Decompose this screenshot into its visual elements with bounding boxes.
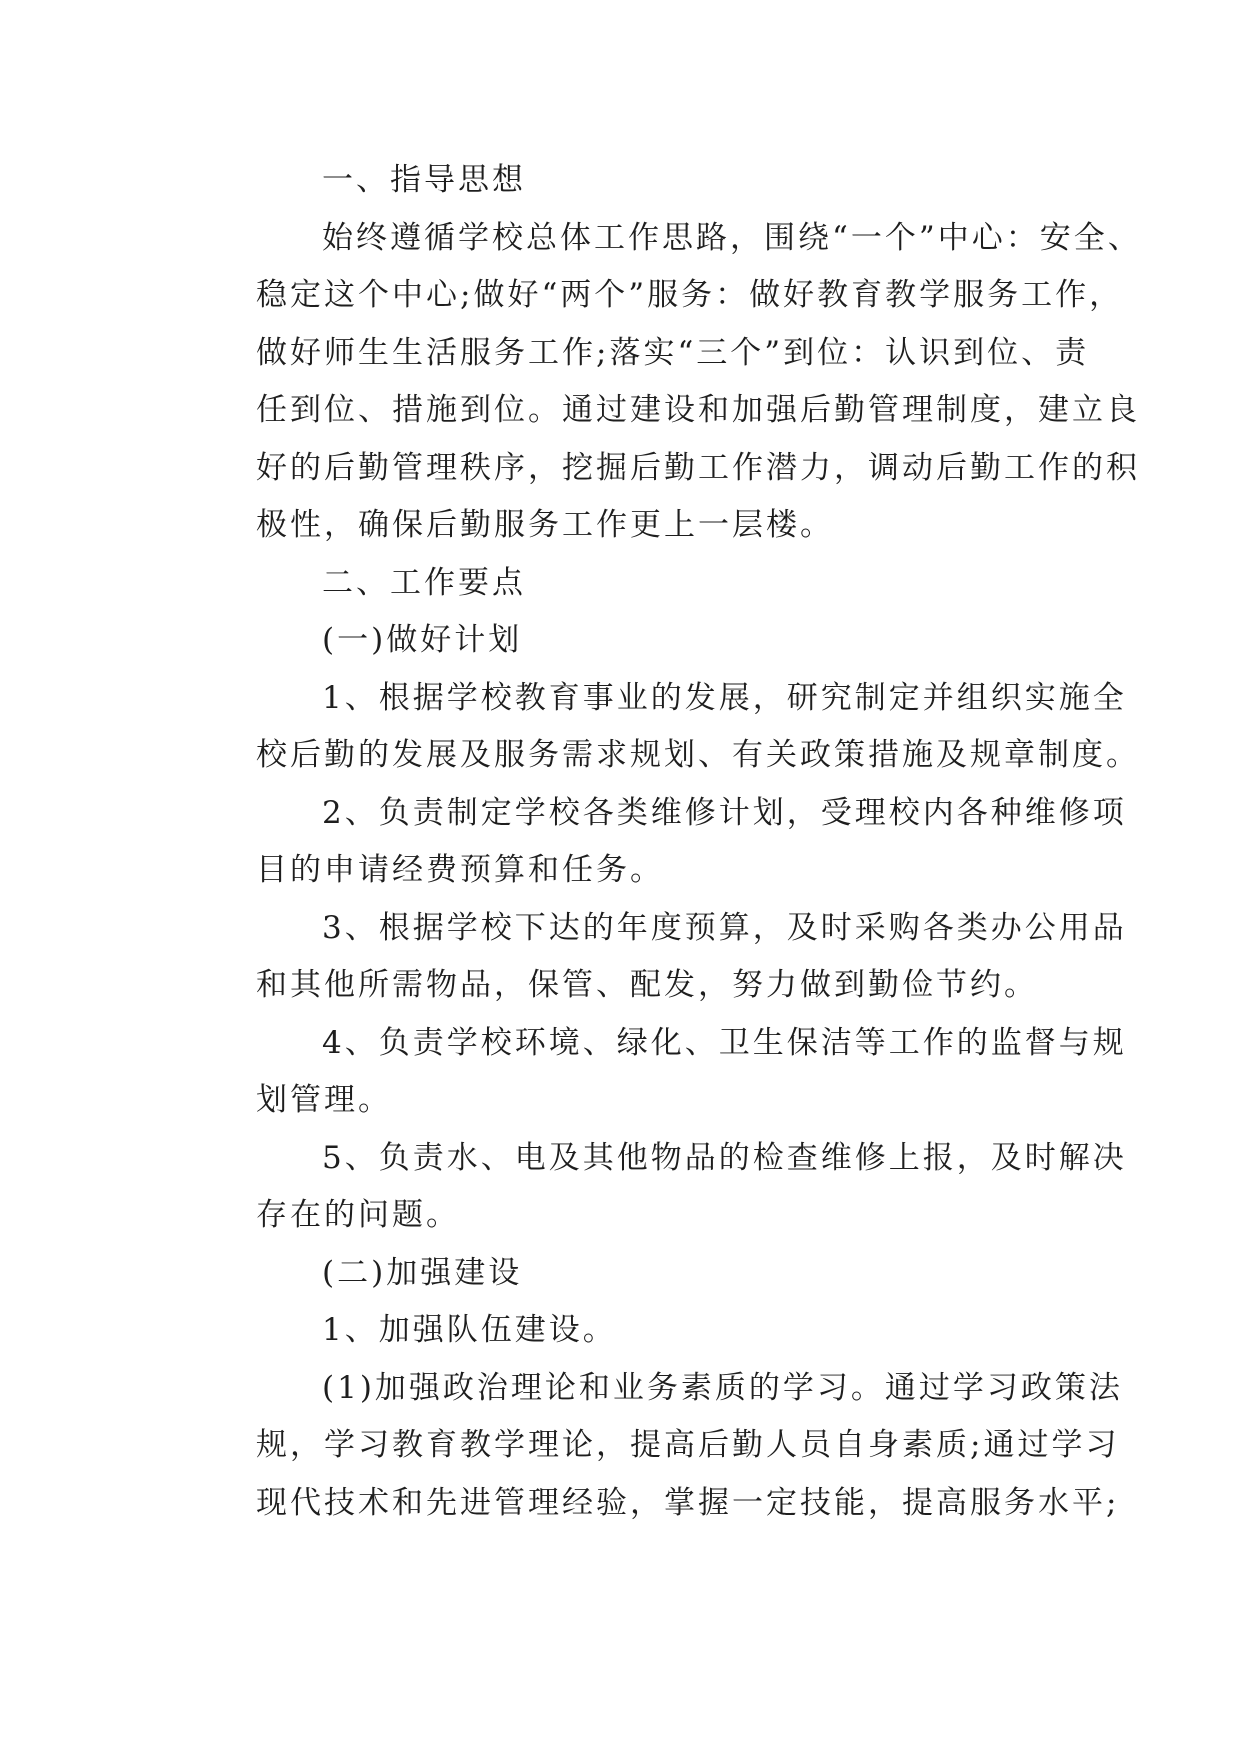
text-line: 划管理。 bbox=[256, 1082, 392, 1118]
text-line: 好的后勤管理秩序，挖掘后勤工作潜力，调动后勤工作的积 bbox=[256, 449, 1140, 486]
text-line: 校后勤的发展及服务需求规划、有关政策措施及规章制度。 bbox=[256, 737, 1140, 773]
paragraph-item-1 bbox=[190, 670, 1140, 785]
paragraph-item-3 bbox=[190, 900, 1127, 1015]
text-line: 二、工作要点 bbox=[322, 564, 526, 601]
text-line: 1、加强队伍建设。 bbox=[322, 1312, 617, 1348]
paragraph-item-5 bbox=[190, 1130, 1127, 1245]
text-line: 极性，确保后勤服务工作更上一层楼。 bbox=[256, 507, 834, 543]
text-line: 做好师生生活服务工作;落实“三个”到位：认识到位、责 bbox=[256, 334, 1090, 371]
text-line: (二)加强建设 bbox=[322, 1254, 523, 1291]
paragraph-study bbox=[190, 1360, 1123, 1533]
text-line: 一、指导思想 bbox=[322, 162, 526, 198]
section-heading-work-points bbox=[190, 555, 1090, 613]
text-line: 任到位、措施到位。通过建设和加强后勤管理制度，建立良 bbox=[256, 392, 1140, 428]
text-line: 3、根据学校下达的年度预算，及时采购各类办公用品 bbox=[322, 909, 1127, 946]
text-line: (1)加强政治理论和业务素质的学习。通过学习政策法 bbox=[322, 1369, 1123, 1406]
text-line: 4、负责学校环境、绿化、卫生保洁等工作的监督与规 bbox=[322, 1024, 1127, 1061]
subsection-heading-strengthen-building bbox=[190, 1245, 1090, 1303]
subsection-heading-planning bbox=[190, 612, 1090, 670]
section-heading-guiding-ideology bbox=[190, 152, 1090, 210]
text-line: 5、负责水、电及其他物品的检查维修上报，及时解决 bbox=[322, 1139, 1127, 1176]
text-line: 1、根据学校教育事业的发展，研究制定并组织实施全 bbox=[322, 679, 1127, 716]
text-line: 目的申请经费预算和任务。 bbox=[256, 852, 664, 888]
text-line: 稳定这个中心;做好“两个”服务：做好教育教学服务工作， bbox=[256, 277, 1124, 313]
paragraph-guiding-ideology bbox=[190, 210, 1142, 555]
text-line: 规，学习教育教学理论，提高后勤人员自身素质;通过学习 bbox=[256, 1427, 1120, 1463]
paragraph-item-2 bbox=[190, 785, 1127, 900]
text-line: 2、负责制定学校各类维修计划，受理校内各种维修项 bbox=[322, 794, 1127, 831]
document-body bbox=[190, 152, 1142, 1532]
text-line: (一)做好计划 bbox=[322, 622, 523, 658]
text-line: 和其他所需物品，保管、配发，努力做到勤俭节约。 bbox=[256, 967, 1038, 1003]
paragraph-team-building bbox=[190, 1302, 1090, 1360]
text-line: 现代技术和先进管理经验，掌握一定技能，提高服务水平; bbox=[256, 1484, 1120, 1521]
text-line: 存在的问题。 bbox=[256, 1197, 460, 1233]
text-line: 始终遵循学校总体工作思路，围绕“一个”中心：安全、 bbox=[322, 219, 1142, 256]
paragraph-item-4 bbox=[190, 1015, 1127, 1130]
